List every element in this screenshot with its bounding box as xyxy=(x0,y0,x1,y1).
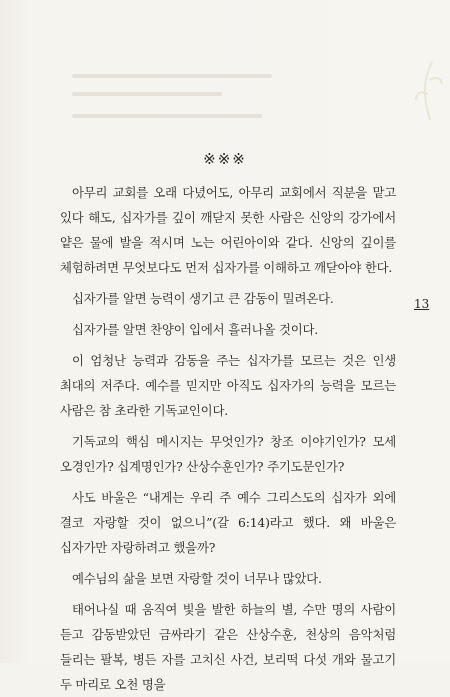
paragraph: 예수님의 삶을 보면 자랑할 것이 너무나 많았다. xyxy=(72,571,322,586)
body-text xyxy=(60,180,396,697)
bleed-through-line xyxy=(72,92,222,96)
paragraph: 태어나실 때 움직여 빛을 발한 하늘의 별, 수만 명의 사람이 듣고 감동받았던 금싸라기 같은 산상수훈, 천상의 음악처럼 들리는 팔복, 병든 자를 고치신 사건, 보리떡 다섯 개와 물고기 두 마리로 오천 명을 xyxy=(60,602,396,692)
paragraph: 이 엄청난 능력과 감동을 주는 십자가를 모르는 것은 인생 최대의 저주다. 예수를 믿지만 아직도 십자가의 능력을 모르는 사람은 참 초라한 기독교인이다. xyxy=(60,353,396,418)
paragraph: 사도 바울은 “내게는 우리 주 예수 그리스도의 십자가 외에 결코 자랑할 것이 없으니”(갈 6:14)라고 했다. 왜 바울은 십자가만 자랑하려고 했을까? xyxy=(60,490,396,555)
leaf-watermark-icon xyxy=(414,60,444,130)
paragraph: 아무리 교회를 오래 다녔어도, 아무리 교회에서 직분을 맡고 있다 해도, 십자가를 깊이 깨닫지 못한 사람은 신앙의 강가에서 얕은 물에 발을 적시며 노는 어린아이와 같다. 신앙의 깊이를 체험하려면 무엇보다도 먼저 십자가를 이해하고 깨닫아야 한다. xyxy=(60,185,396,275)
page-number: 13 xyxy=(414,297,430,311)
bleed-through-line xyxy=(72,74,272,78)
paragraph: 십자가를 알면 찬양이 입에서 흘러나올 것이다. xyxy=(72,322,319,337)
section-ornament: ※※※ xyxy=(203,150,247,168)
paragraph: 기독교의 핵심 메시지는 무엇인가? 창조 이야기인가? 모세 오경인가? 십계명인가? 산상수훈인가? 주기도문인가? xyxy=(60,434,396,474)
paragraph: 십자가를 알면 능력이 생기고 큰 감동이 밀려온다. xyxy=(72,291,334,306)
bleed-through-line xyxy=(72,114,262,118)
